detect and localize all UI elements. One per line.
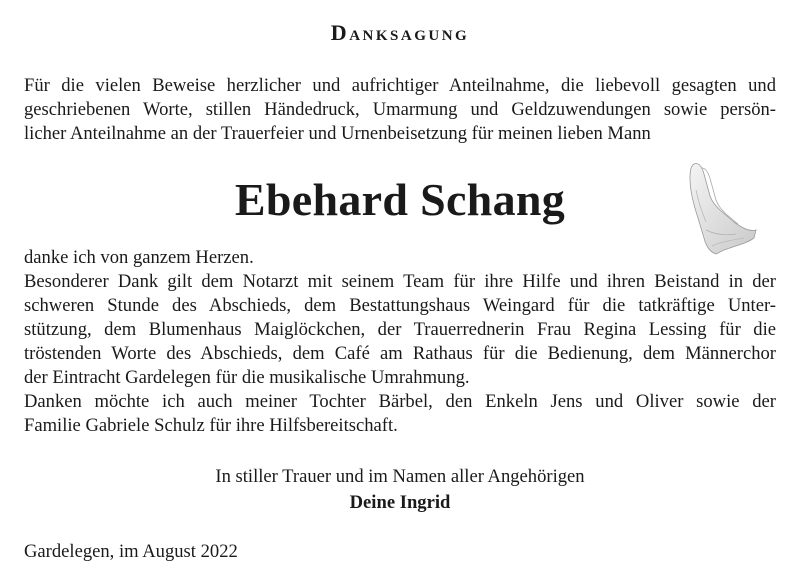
intro-paragraph	[24, 74, 776, 146]
heading-initial: D	[330, 20, 350, 45]
intro-line: Für die vielen Beweise herzlicher und aufrichtiger Anteilnahme, die liebevoll gesagten und	[24, 75, 776, 96]
heading-rest: ANKSAGUNG	[349, 28, 470, 44]
body-line: tröstenden Worte des Abschieds, dem Café am Rathaus für die Bedienung, dem Männerchor	[24, 343, 776, 364]
body-line: der Eintracht Gardelegen für die musikalische Umrahmung.	[24, 367, 470, 388]
body-line: danke ich von ganzem Herzen.	[24, 247, 254, 268]
intro-line: geschriebenen Worte, stillen Händedruck, Umarmung und Geldzuwendungen sowie persön-	[24, 99, 776, 120]
body-line: stützung, dem Blumenhaus Maiglöckchen, der Trauerrednerin Frau Regina Lessing für die	[24, 319, 776, 340]
praying-hands-icon	[676, 160, 758, 256]
body-line: Danken möchte ich auch meiner Tochter Bärbel, den Enkeln Jens und Oliver sowie der	[24, 391, 776, 412]
notice-heading	[0, 20, 800, 46]
deceased-name: Ebehard Schang	[234, 174, 566, 225]
closing-block	[0, 464, 800, 516]
body-line: Besonderer Dank gilt dem Notarzt mit seinem Team für ihre Hilfe und ihren Beistand in der	[24, 271, 776, 292]
thanks-paragraph	[24, 246, 776, 438]
body-line: schweren Stunde des Abschieds, dem Bestattungshaus Weingard für die tatkräftige Unter-	[24, 295, 776, 316]
place-date: Gardelegen, im August 2022	[24, 541, 238, 562]
body-line: Familie Gabriele Schulz für ihre Hilfsbereitschaft.	[24, 415, 398, 436]
intro-line: licher Anteilnahme an der Trauerfeier und Urnenbeisetzung für meinen lieben Mann	[24, 123, 651, 144]
closing-line: In stiller Trauer und im Namen aller Angehörigen	[215, 466, 585, 487]
signature: Deine Ingrid	[349, 492, 451, 513]
